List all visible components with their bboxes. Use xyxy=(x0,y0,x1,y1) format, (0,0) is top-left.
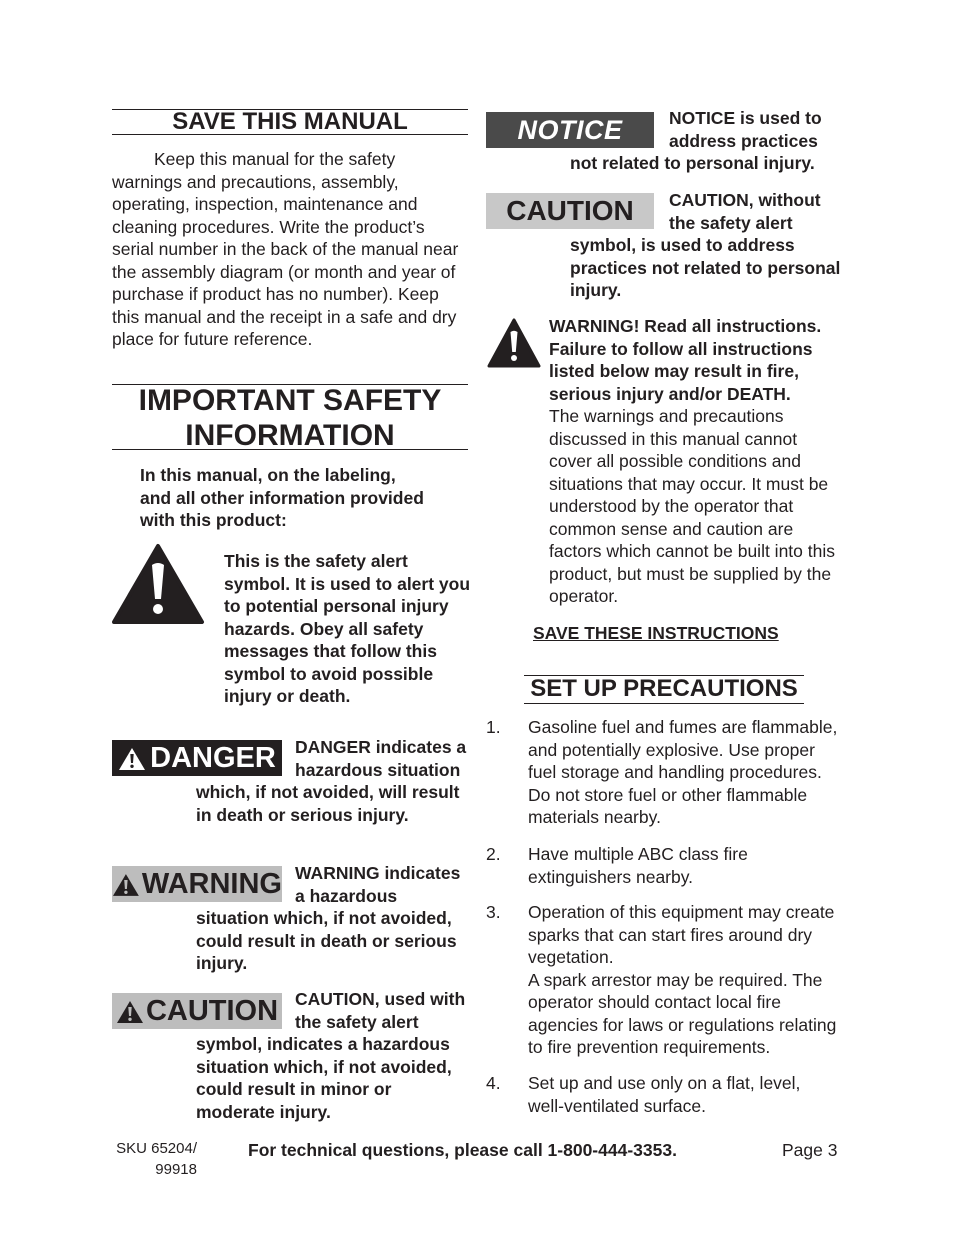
danger-description xyxy=(196,736,471,851)
list-item-number: 3. xyxy=(486,902,501,922)
safety-alert-triangle-icon xyxy=(486,317,542,369)
safety-alert-triangle-icon xyxy=(111,543,205,625)
list-item-text xyxy=(528,901,840,1059)
list-item-text-part1: Operation of this equipment may create sparks that can start fires around dry vegetation. xyxy=(528,902,835,967)
warning-description xyxy=(196,862,471,977)
heading-rule-bottom xyxy=(112,134,468,135)
list-item-text-part2: A spark arrestor may be required. The operator should contact local fire agencies for laws or regulations relating to fire prevention requirements. xyxy=(528,969,837,1057)
list-item-number: 4. xyxy=(486,1073,501,1093)
important-safety-heading-line1: IMPORTANT SAFETY xyxy=(138,384,442,417)
warning-read-normal: The warnings and precautions discussed in this manual cannot cover all possible conditions and situations that may occur. It must be understood by the operator that common sense and caution are factors which cannot be built into this product, but must be supplied by the operator. xyxy=(549,406,835,606)
caution-alert-text: CAUTION, used with the safety alert symbol, indicates a hazardous situation which, if not avoided, could result in minor or moderate injury. xyxy=(196,989,466,1122)
notice-description xyxy=(570,107,842,179)
list-item-text: Have multiple ABC class fire extinguishers nearby. xyxy=(528,844,748,887)
warning-label: WARNING xyxy=(141,867,282,900)
warning-text: WARNING indicates a hazardous situation which, if not avoided, could result in death or serious injury. xyxy=(196,863,461,973)
caution-alert-description xyxy=(196,988,471,1128)
important-safety-heading xyxy=(112,383,468,453)
sku-number xyxy=(100,1138,197,1180)
sku-line2: 99918 xyxy=(155,1161,197,1178)
save-manual-heading: SAVE THIS MANUAL xyxy=(172,108,408,135)
save-manual-body: Keep this manual for the safety warnings and precautions, assembly, operating, inspection, maintenance and cleaning procedures. Write the product’s serial number in the back of the manual near the assembly diagram (or month and year of purchase if product has no number). Keep this manual and the receipt in a safe and dry place for future reference. xyxy=(112,149,459,349)
list-item-text: Set up and use only on a flat, level, well-ventilated surface. xyxy=(528,1073,801,1116)
save-instructions: SAVE THESE INSTRUCTIONS xyxy=(533,623,779,643)
sku-line1: SKU 65204/ xyxy=(116,1140,197,1157)
danger-label: DANGER xyxy=(150,741,276,774)
safety-alert-triangle-icon xyxy=(118,746,146,771)
warning-read-bold: WARNING! Read all instructions. Failure to follow all instructions listed below may result in fire, serious injury and/or DEATH. xyxy=(549,316,822,404)
notice-label: NOTICE xyxy=(517,114,623,145)
setup-heading: SET UP PRECAUTIONS xyxy=(530,675,798,702)
tech-support-phone: For technical questions, please call 1-800-444-3353. xyxy=(248,1140,677,1160)
heading-rule-bottom xyxy=(112,449,468,450)
list-item-text: Gasoline fuel and fumes are flammable, and potentially explosive. Use proper fuel storage and handling procedures. Do not store fuel or other flammable materials nearby. xyxy=(528,717,838,827)
warning-read-block xyxy=(549,315,849,608)
heading-rule-bottom xyxy=(524,703,804,704)
list-item-number: 2. xyxy=(486,844,501,864)
notice-text: NOTICE is used to address practices not related to personal injury. xyxy=(570,108,822,173)
caution-plain-description xyxy=(570,189,842,307)
caution-plain-label: CAUTION xyxy=(506,195,634,226)
alert-symbol-text: This is the safety alert symbol. It is used to alert you to potential personal injury hazards. Obey all safety messages that follow this symbol to avoid possible injury or death. xyxy=(224,551,471,706)
caution-alert-label: CAUTION xyxy=(145,994,279,1027)
intro-text: In this manual, on the labeling, and all other information provided with this product: xyxy=(140,465,424,530)
page-number: Page 3 xyxy=(782,1140,838,1160)
danger-text: DANGER indicates a hazardous situation which, if not avoided, will result in death or serious injury. xyxy=(196,737,467,825)
caution-plain-text: CAUTION, without the safety alert symbol, is used to address practices not related to personal injury. xyxy=(570,190,841,300)
list-item-number: 1. xyxy=(486,717,501,737)
safety-alert-triangle-icon xyxy=(112,872,140,897)
important-safety-heading-line2: INFORMATION xyxy=(185,419,395,452)
safety-alert-triangle-icon xyxy=(116,999,144,1024)
